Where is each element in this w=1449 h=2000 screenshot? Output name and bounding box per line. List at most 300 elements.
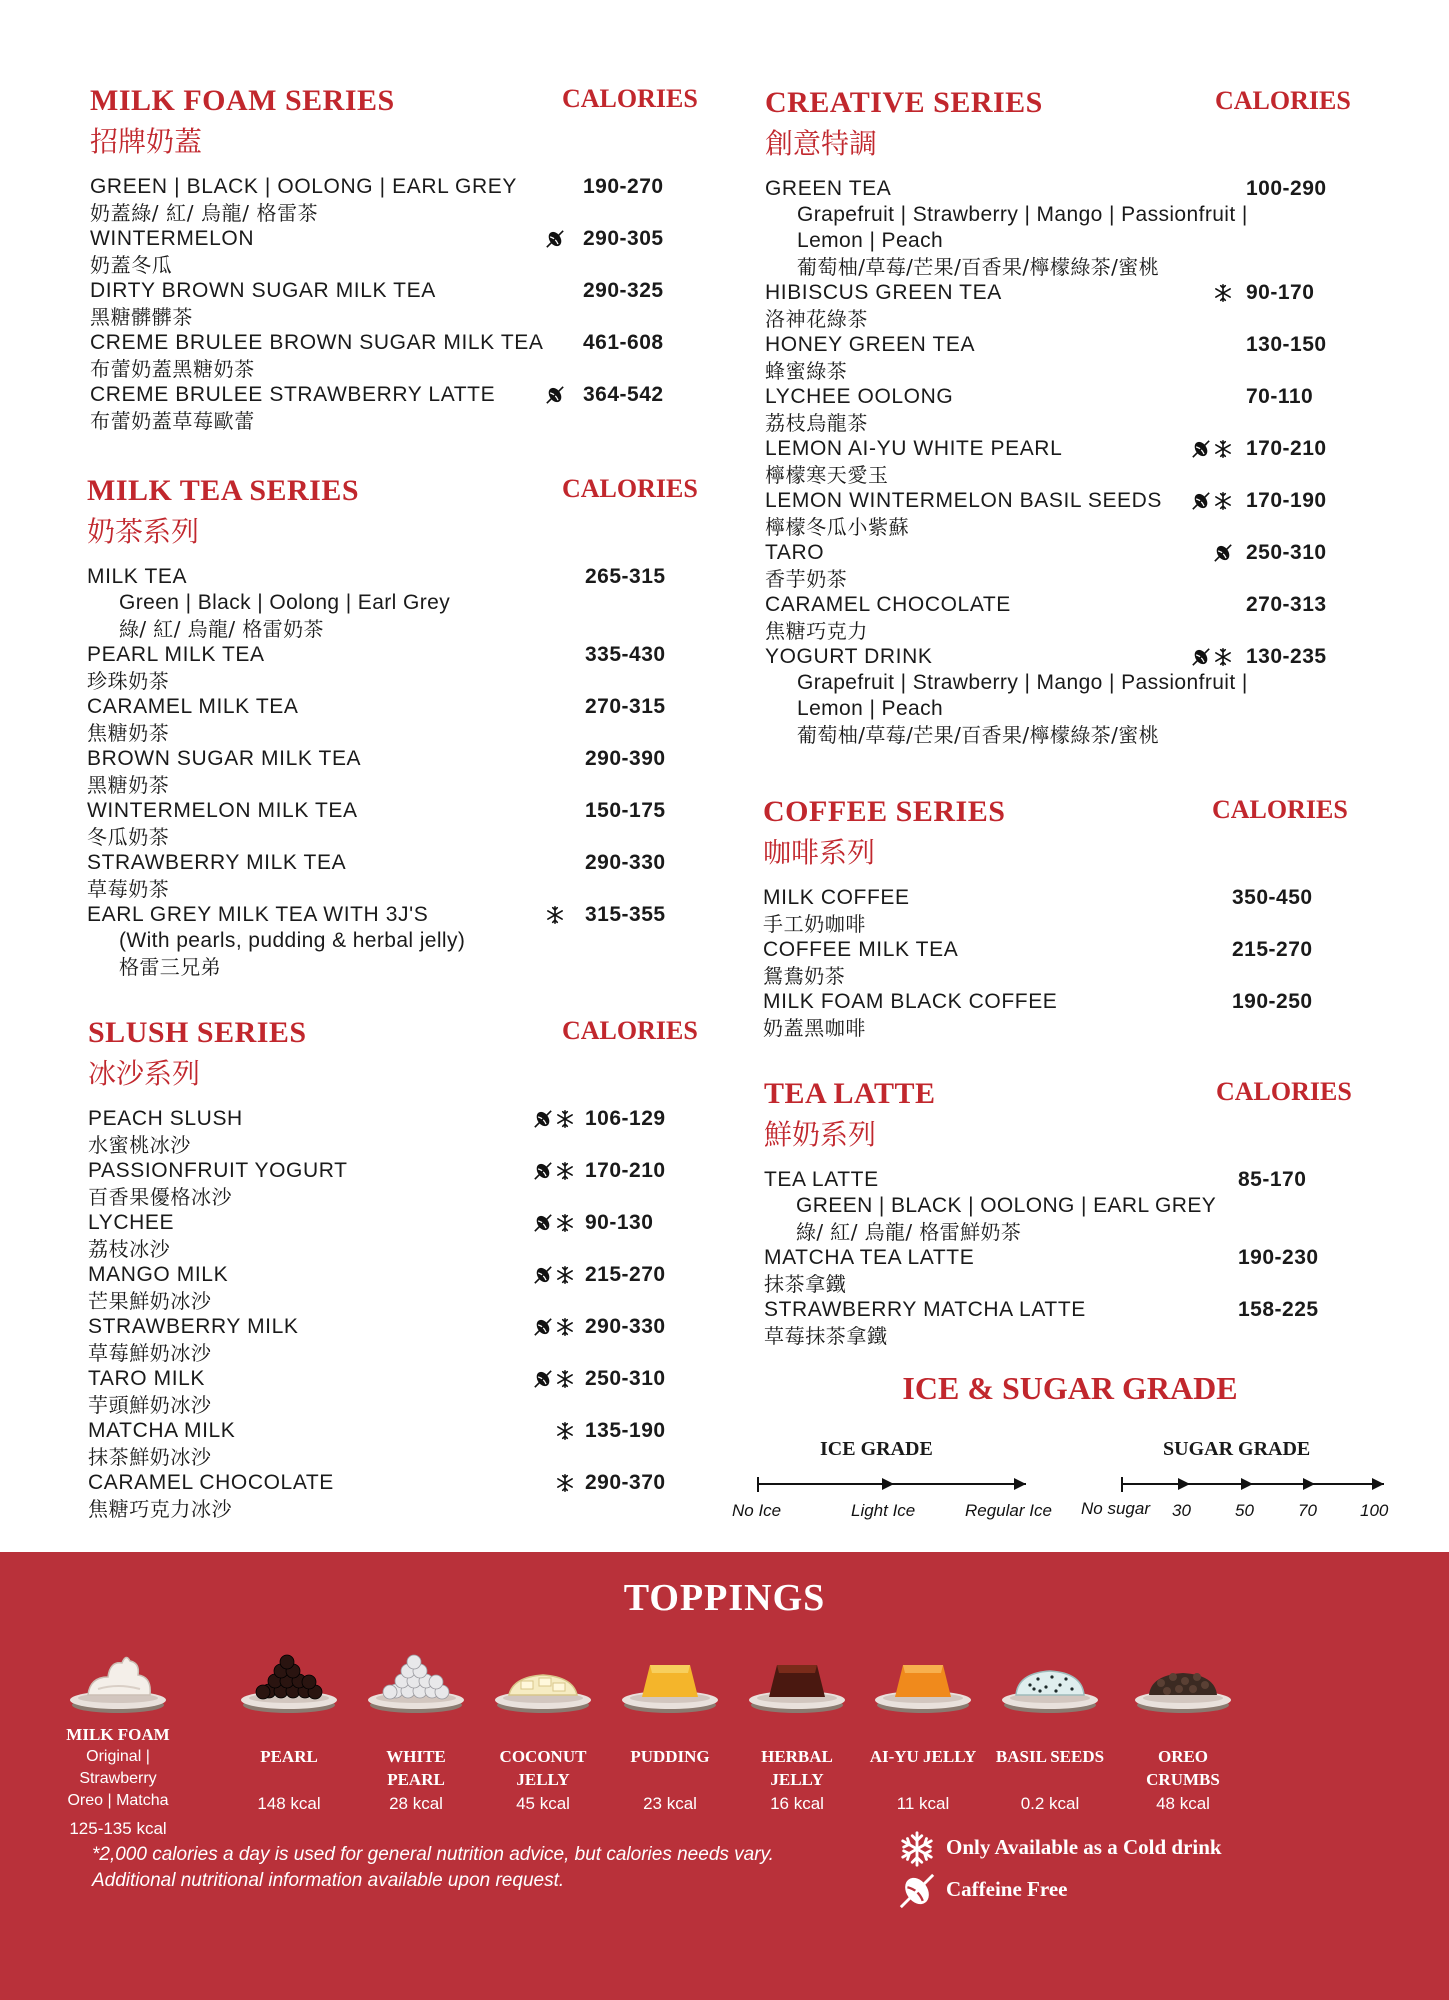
ai-yu-jelly-icon — [873, 1647, 973, 1713]
calories-label: CALORIES — [1215, 86, 1351, 115]
calories-label: CALORIES — [562, 84, 698, 113]
item-name: MILK COFFEE — [763, 886, 910, 909]
menu-item-row — [87, 954, 707, 980]
item-name-cn: 荔枝冰沙 — [88, 1237, 171, 1261]
calories-label: CALORIES — [562, 474, 698, 503]
item-name: MILK TEA — [87, 565, 188, 588]
menu-item-row — [87, 876, 707, 902]
topping-item — [1118, 1647, 1248, 1815]
item-icons — [531, 1161, 575, 1181]
section-title: SLUSH SERIES — [88, 1016, 307, 1049]
item-name-cn: 鴛鴦奶茶 — [763, 964, 846, 988]
item-icons — [543, 229, 565, 249]
menu-item-row — [90, 356, 710, 382]
menu-item-row — [765, 514, 1405, 540]
item-calories: 265-315 — [585, 565, 666, 588]
ice-grade-title: ICE GRADE — [820, 1438, 933, 1460]
item-calories: 130-150 — [1246, 333, 1327, 356]
item-name-cn: 檸檬冬瓜小紫蘇 — [765, 515, 910, 539]
menu-item-row — [764, 1219, 1404, 1245]
menu-item-row — [87, 642, 707, 668]
item-options: Green | Black | Oolong | Earl Grey — [119, 591, 451, 614]
topping-calories: 28 kcal — [389, 1794, 443, 1813]
menu-item-row — [765, 592, 1405, 618]
item-icons — [1189, 647, 1233, 667]
item-options-cn: 葡萄柚/草莓/芒果/百香果/檸檬綠茶/蜜桃 — [797, 255, 1160, 279]
menu-item-row — [765, 540, 1405, 566]
menu-item-row — [87, 772, 707, 798]
item-calories: 461-608 — [583, 331, 664, 354]
item-name-cn: 焦糖奶茶 — [87, 721, 170, 745]
item-name: LYCHEE OOLONG — [765, 385, 954, 408]
menu-item-row — [90, 278, 710, 304]
topping-name: BASIL SEEDS — [995, 1747, 1105, 1766]
item-name-cn: 草莓奶茶 — [87, 877, 170, 901]
item-calories: 100-290 — [1246, 177, 1327, 200]
item-icons — [553, 1421, 575, 1441]
item-name: MANGO MILK — [88, 1263, 229, 1286]
caffeine-free-icon — [1191, 491, 1211, 511]
sugar-level-label: 50 — [1235, 1501, 1254, 1520]
item-calories: 135-190 — [585, 1419, 666, 1442]
item-icons — [543, 385, 565, 405]
item-name: MILK FOAM BLACK COFFEE — [763, 990, 1058, 1013]
caffeine-free-icon — [533, 1317, 553, 1337]
item-name-cn: 抹茶鮮奶冰沙 — [88, 1445, 212, 1469]
menu-item-row — [765, 410, 1405, 436]
menu-item-row — [765, 722, 1405, 748]
snowflake-icon — [555, 1317, 575, 1337]
item-name: STRAWBERRY MILK — [88, 1315, 299, 1338]
legend-caffeine-free: Caffeine Free — [946, 1877, 1068, 1901]
menu-item-row — [90, 226, 710, 252]
menu-item-row — [88, 1418, 708, 1444]
item-name: CARAMEL CHOCOLATE — [88, 1471, 334, 1494]
sugar-grade-scale — [1120, 1472, 1410, 1496]
menu-item-row — [87, 720, 707, 746]
caffeine-free-icon — [533, 1109, 553, 1129]
section-title: MILK TEA SERIES — [87, 474, 360, 507]
item-name: BROWN SUGAR MILK TEA — [87, 747, 362, 770]
menu-item-row — [765, 228, 1405, 254]
item-icons — [1211, 283, 1233, 303]
item-name-cn: 布蕾奶蓋黑糖奶茶 — [90, 357, 255, 381]
snowflake-icon — [555, 1421, 575, 1441]
item-name: LEMON WINTERMELON BASIL SEEDS — [765, 489, 1163, 512]
item-calories: 130-235 — [1246, 645, 1327, 668]
section-title: CREATIVE SERIES — [765, 86, 1043, 119]
item-icons — [531, 1213, 575, 1233]
topping-name: MILK FOAM — [66, 1725, 170, 1744]
item-name-cn: 冬瓜奶茶 — [87, 825, 170, 849]
item-name: HIBISCUS GREEN TEA — [765, 281, 1002, 304]
item-name-cn: 草莓鮮奶冰沙 — [88, 1341, 212, 1365]
snowflake-icon — [545, 905, 565, 925]
item-calories: 170-210 — [585, 1159, 666, 1182]
snowflake-icon — [1213, 647, 1233, 667]
item-name-cn: 珍珠奶茶 — [87, 669, 170, 693]
topping-calories: 45 kcal — [516, 1794, 570, 1813]
item-icons — [531, 1109, 575, 1129]
item-calories: 290-390 — [585, 747, 666, 770]
menu-item-row — [87, 902, 707, 928]
item-name-cn: 芋頭鮮奶冰沙 — [88, 1393, 212, 1417]
item-name: TARO — [765, 541, 825, 564]
section-title-cn: 鮮奶系列 — [764, 1118, 877, 1151]
topping-name: COCONUT JELLY — [499, 1747, 587, 1789]
pearl-icon — [239, 1647, 339, 1713]
footnote-line: Additional nutritional information available upon request. — [92, 1870, 565, 1891]
item-name-cn: 芒果鮮奶冰沙 — [88, 1289, 212, 1313]
menu-item-row — [763, 911, 1403, 937]
topping-calories: 125-135 kcal — [69, 1819, 167, 1838]
item-calories: 215-270 — [1232, 938, 1313, 961]
toppings-title: TOPPINGS — [623, 1577, 826, 1619]
item-name-cn: 洛神花綠茶 — [765, 307, 868, 331]
item-calories: 270-313 — [1246, 593, 1327, 616]
menu-item-row — [765, 358, 1405, 384]
sugar-level-label: No sugar — [1081, 1499, 1150, 1518]
item-options: GREEN | BLACK | OOLONG | EARL GREY — [796, 1194, 1217, 1217]
item-icons — [1189, 491, 1233, 511]
snowflake-icon — [1213, 491, 1233, 511]
calories-label: CALORIES — [1212, 795, 1348, 824]
menu-item-row — [763, 937, 1403, 963]
menu-item-row — [87, 850, 707, 876]
menu-item-row — [764, 1323, 1404, 1349]
grade-title: ICE & SUGAR GRADE — [902, 1370, 1238, 1406]
item-icons — [553, 1473, 575, 1493]
item-name-cn: 黑糖奶茶 — [87, 773, 170, 797]
item-name-cn: 手工奶咖啡 — [763, 912, 866, 936]
menu-item-row — [88, 1132, 708, 1158]
topping-calories: 23 kcal — [643, 1794, 697, 1813]
item-options: Lemon | Peach — [797, 697, 944, 720]
topping-variants: Original | Strawberry — [79, 1748, 157, 1787]
item-name: DIRTY BROWN SUGAR MILK TEA — [90, 279, 436, 302]
item-name: COFFEE MILK TEA — [763, 938, 959, 961]
item-name: LYCHEE — [88, 1211, 175, 1234]
item-calories: 270-315 — [585, 695, 666, 718]
item-name-cn: 奶蓋綠/ 紅/ 烏龍/ 格雷茶 — [90, 201, 319, 225]
menu-item-row — [87, 928, 707, 954]
item-icons — [531, 1369, 575, 1389]
menu-item-row — [87, 564, 707, 590]
menu-item-row — [765, 618, 1405, 644]
menu-item-row — [764, 1297, 1404, 1323]
topping-calories: 48 kcal — [1156, 1794, 1210, 1813]
menu-item-row — [90, 174, 710, 200]
menu-item-row — [765, 332, 1405, 358]
item-name-cn: 布蕾奶蓋草莓歐蕾 — [90, 409, 255, 433]
item-name: STRAWBERRY MATCHA LATTE — [764, 1298, 1086, 1321]
item-calories: 290-330 — [585, 1315, 666, 1338]
menu-item-row — [87, 616, 707, 642]
item-calories: 190-270 — [583, 175, 664, 198]
menu-item-row — [88, 1236, 708, 1262]
menu-item-row — [88, 1210, 708, 1236]
topping-name: OREO CRUMBS — [1146, 1747, 1220, 1789]
topping-item — [985, 1647, 1115, 1815]
menu-item-row — [763, 989, 1403, 1015]
item-name-cn: 焦糖巧克力 — [765, 619, 868, 643]
topping-item — [732, 1647, 862, 1815]
sugar-level-label: 70 — [1298, 1501, 1317, 1520]
toppings-section — [0, 1552, 1449, 2000]
white-pearl-icon — [366, 1647, 466, 1713]
sugar-grade-title: SUGAR GRADE — [1163, 1438, 1311, 1460]
menu-item-row — [764, 1245, 1404, 1271]
snowflake-icon — [555, 1161, 575, 1181]
topping-name: HERBAL JELLY — [761, 1747, 833, 1789]
snowflake-icon — [555, 1473, 575, 1493]
creative-series — [765, 86, 1405, 766]
menu-item-row — [87, 590, 707, 616]
menu-item-row — [765, 254, 1405, 280]
section-title: COFFEE SERIES — [763, 795, 1006, 828]
caffeine-free-icon — [533, 1161, 553, 1181]
sugar-level-label: 30 — [1172, 1501, 1191, 1520]
caffeine-free-icon — [898, 1872, 936, 1910]
coconut-jelly-icon — [493, 1647, 593, 1713]
menu-item-row — [90, 304, 710, 330]
slush-series — [88, 1016, 708, 1536]
topping-name: PEARL — [260, 1747, 318, 1766]
section-title-cn: 咖啡系列 — [763, 836, 876, 869]
menu-item-row — [88, 1288, 708, 1314]
menu-item-row — [90, 382, 710, 408]
legend-cold-only: Only Available as a Cold drink — [946, 1835, 1222, 1859]
topping-item — [858, 1647, 988, 1815]
milk-foam-series — [90, 84, 710, 444]
item-calories: 106-129 — [585, 1107, 666, 1130]
ice-level-label: Light Ice — [851, 1501, 916, 1520]
menu-item-row — [90, 200, 710, 226]
menu-item-row — [88, 1184, 708, 1210]
topping-item — [53, 1647, 183, 1840]
item-name: PASSIONFRUIT YOGURT — [88, 1159, 348, 1182]
item-calories: 90-170 — [1246, 281, 1315, 304]
item-calories: 90-130 — [585, 1211, 654, 1234]
menu-item-row — [765, 696, 1405, 722]
menu-item-row — [765, 306, 1405, 332]
menu-item-row — [87, 694, 707, 720]
topping-item — [224, 1647, 354, 1815]
item-name: PEACH SLUSH — [88, 1107, 243, 1130]
menu-item-row — [88, 1392, 708, 1418]
item-name: YOGURT DRINK — [765, 645, 933, 668]
item-name-cn: 奶蓋冬瓜 — [90, 253, 173, 277]
snowflake-icon — [1213, 439, 1233, 459]
caffeine-free-icon — [1191, 439, 1211, 459]
item-options: Grapefruit | Strawberry | Mango | Passionfruit | — [797, 203, 1248, 226]
item-name: HONEY GREEN TEA — [765, 333, 976, 356]
menu-item-row — [87, 668, 707, 694]
menu-item-row — [90, 330, 710, 356]
item-calories: 364-542 — [583, 383, 664, 406]
item-calories: 290-330 — [585, 851, 666, 874]
ice-level-label: Regular Ice — [965, 1501, 1052, 1520]
item-name: CARAMEL CHOCOLATE — [765, 593, 1011, 616]
ice-sugar-grade — [720, 1370, 1420, 1530]
menu-item-row — [88, 1444, 708, 1470]
item-options-cn: 葡萄柚/草莓/芒果/百香果/檸檬綠茶/蜜桃 — [797, 723, 1160, 747]
milk-tea-series — [87, 474, 707, 994]
section-title: TEA LATTE — [764, 1077, 936, 1110]
item-calories: 158-225 — [1238, 1298, 1319, 1321]
coffee-series — [763, 795, 1403, 1055]
menu-item-row — [764, 1167, 1404, 1193]
menu-item-row — [87, 798, 707, 824]
item-options-cn: 格雷三兄弟 — [119, 955, 221, 979]
item-options: Lemon | Peach — [797, 229, 944, 252]
menu-item-row — [88, 1470, 708, 1496]
topping-variants: Oreo | Matcha — [67, 1792, 169, 1809]
menu-item-row — [765, 566, 1405, 592]
menu-item-row — [87, 824, 707, 850]
caffeine-free-icon — [545, 385, 565, 405]
menu-item-row — [765, 462, 1405, 488]
item-calories: 215-270 — [585, 1263, 666, 1286]
item-calories: 190-230 — [1238, 1246, 1319, 1269]
item-name: WINTERMELON MILK TEA — [87, 799, 358, 822]
item-calories: 170-190 — [1246, 489, 1327, 512]
menu-item-row — [765, 670, 1405, 696]
topping-name: PUDDING — [630, 1747, 710, 1766]
caffeine-free-icon — [1213, 543, 1233, 563]
oreo-crumbs-icon — [1133, 1647, 1233, 1713]
menu-item-row — [765, 202, 1405, 228]
item-name-cn: 黑糖髒髒茶 — [90, 305, 193, 329]
menu-item-row — [88, 1340, 708, 1366]
basil-seeds-icon — [1000, 1647, 1100, 1713]
item-name-cn: 荔枝烏龍茶 — [765, 411, 868, 435]
item-name: CREME BRULEE STRAWBERRY LATTE — [90, 383, 496, 406]
item-calories: 335-430 — [585, 643, 666, 666]
item-name: WINTERMELON — [90, 227, 255, 250]
topping-item — [351, 1647, 481, 1815]
topping-name: WHITE PEARL — [386, 1747, 446, 1789]
topping-item — [478, 1647, 608, 1815]
item-icons — [531, 1265, 575, 1285]
menu-item-row — [765, 176, 1405, 202]
item-calories: 170-210 — [1246, 437, 1327, 460]
item-options: (With pearls, pudding & herbal jelly) — [119, 929, 466, 952]
item-name-cn: 蜂蜜綠茶 — [765, 359, 848, 383]
ice-level-label: No Ice — [732, 1501, 782, 1520]
calories-label: CALORIES — [562, 1016, 698, 1045]
item-name-cn: 檸檬寒天愛玉 — [765, 463, 889, 487]
footnote-line: *2,000 calories a day is used for general nutrition advice, but calories needs vary. — [92, 1844, 774, 1865]
topping-calories: 0.2 kcal — [1020, 1794, 1080, 1813]
menu-item-row — [88, 1496, 708, 1522]
sugar-level-label: 100 — [1360, 1501, 1389, 1520]
pudding-icon — [620, 1647, 720, 1713]
item-calories: 250-310 — [1246, 541, 1327, 564]
item-icons — [531, 1317, 575, 1337]
item-name: CREME BRULEE BROWN SUGAR MILK TEA — [90, 331, 544, 354]
menu-item-row — [88, 1158, 708, 1184]
item-name: CARAMEL MILK TEA — [87, 695, 299, 718]
item-calories: 150-175 — [585, 799, 666, 822]
item-name-cn: 焦糖巧克力冰沙 — [88, 1497, 233, 1521]
item-name: MATCHA MILK — [88, 1419, 236, 1442]
item-name-cn: 草莓抹茶拿鐵 — [764, 1324, 888, 1348]
item-name-cn: 香芋奶茶 — [765, 567, 848, 591]
item-name: GREEN | BLACK | OOLONG | EARL GREY — [90, 175, 517, 198]
section-title-cn: 奶茶系列 — [87, 515, 200, 548]
menu-item-row — [765, 436, 1405, 462]
item-name: TEA LATTE — [764, 1168, 879, 1191]
item-name-cn: 抹茶拿鐵 — [764, 1272, 847, 1296]
item-name: EARL GREY MILK TEA WITH 3J'S — [87, 903, 429, 926]
item-name-cn: 水蜜桃冰沙 — [88, 1133, 191, 1157]
item-options-cn: 綠/ 紅/ 烏龍/ 格雷奶茶 — [119, 617, 324, 641]
item-calories: 290-305 — [583, 227, 664, 250]
menu-item-row — [87, 746, 707, 772]
item-icons — [1189, 439, 1233, 459]
topping-calories: 16 kcal — [770, 1794, 824, 1813]
item-calories: 250-310 — [585, 1367, 666, 1390]
menu-item-row — [765, 488, 1405, 514]
snowflake-icon — [555, 1213, 575, 1233]
caffeine-free-icon — [545, 229, 565, 249]
menu-item-row — [763, 885, 1403, 911]
menu-item-row — [88, 1366, 708, 1392]
caffeine-free-icon — [533, 1265, 553, 1285]
section-title-cn: 創意特調 — [765, 127, 878, 160]
menu-item-row — [763, 1015, 1403, 1041]
snowflake-icon — [555, 1109, 575, 1129]
menu-item-row — [763, 963, 1403, 989]
item-calories: 350-450 — [1232, 886, 1313, 909]
caffeine-free-icon — [533, 1369, 553, 1389]
ice-grade-scale — [756, 1472, 1046, 1496]
item-calories: 85-170 — [1238, 1168, 1307, 1191]
menu-item-row — [88, 1262, 708, 1288]
item-icons — [543, 905, 565, 925]
item-name-cn: 奶蓋黑咖啡 — [763, 1016, 866, 1040]
item-icons — [1211, 543, 1233, 563]
item-calories: 190-250 — [1232, 990, 1313, 1013]
item-options: Grapefruit | Strawberry | Mango | Passionfruit | — [797, 671, 1248, 694]
section-title-cn: 招牌奶蓋 — [90, 125, 203, 158]
item-name-cn: 百香果優格冰沙 — [88, 1185, 233, 1209]
calories-label: CALORIES — [1216, 1077, 1352, 1106]
item-name: LEMON AI-YU WHITE PEARL — [765, 437, 1063, 460]
item-name: STRAWBERRY MILK TEA — [87, 851, 347, 874]
item-calories: 315-355 — [585, 903, 666, 926]
menu-item-row — [764, 1271, 1404, 1297]
topping-item — [605, 1647, 735, 1815]
tea-latte-series — [764, 1077, 1404, 1367]
menu-item-row — [765, 280, 1405, 306]
caffeine-free-icon — [533, 1213, 553, 1233]
milk-foam-icon — [68, 1647, 168, 1713]
section-title-cn: 冰沙系列 — [88, 1057, 201, 1090]
item-calories: 290-370 — [585, 1471, 666, 1494]
snowflake-icon — [1213, 283, 1233, 303]
menu-item-row — [90, 252, 710, 278]
item-options-cn: 綠/ 紅/ 烏龍/ 格雷鮮奶茶 — [796, 1220, 1022, 1244]
topping-calories: 11 kcal — [896, 1794, 950, 1813]
section-title: MILK FOAM SERIES — [90, 84, 395, 117]
menu-item-row — [88, 1314, 708, 1340]
menu-item-row — [765, 384, 1405, 410]
snowflake-icon — [555, 1265, 575, 1285]
menu-item-row — [90, 408, 710, 434]
snowflake-icon — [555, 1369, 575, 1389]
